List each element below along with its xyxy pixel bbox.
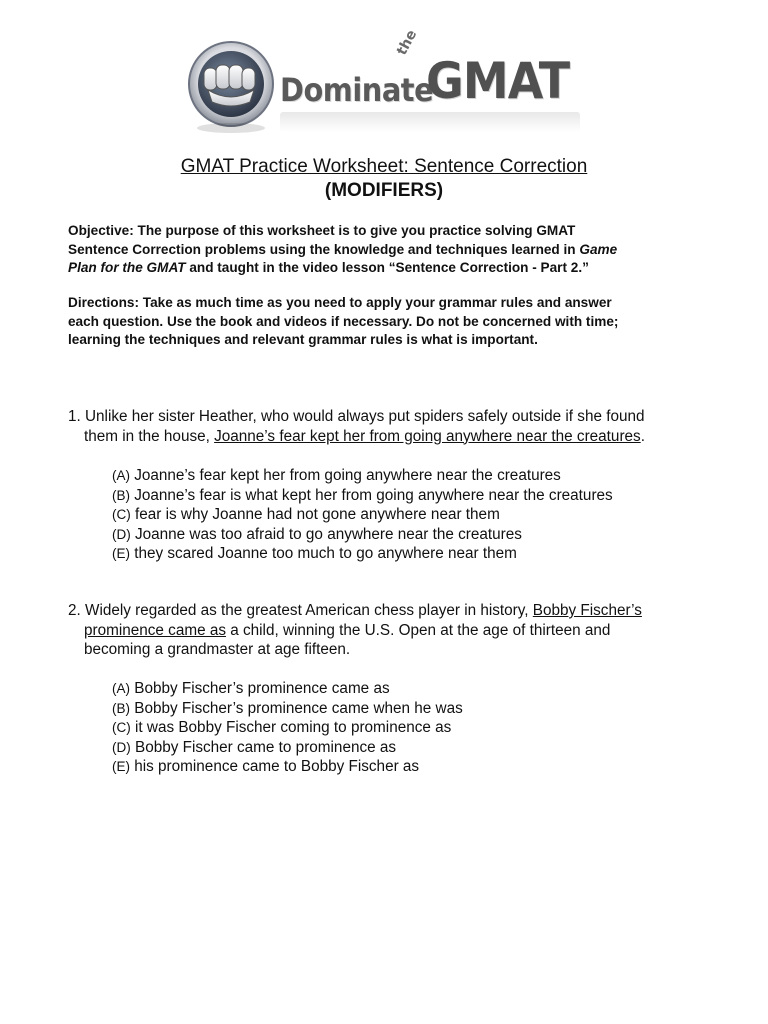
answer-choice[interactable] (112, 718, 463, 738)
answer-choice[interactable] (112, 486, 613, 506)
question-1 (68, 407, 718, 446)
question-2-underlined-portion-2: prominence came as (84, 621, 226, 639)
question-2-stem-line-3-text: becoming a grandmaster at age fifteen. (84, 641, 351, 658)
question-1-stem-line-2 (68, 427, 718, 447)
choice-letter: (C) (112, 507, 131, 522)
objective-label: Objective: (68, 223, 134, 238)
question-1-stem-post: . (640, 427, 645, 445)
choice-text: it was Bobby Fischer coming to prominence as (130, 719, 452, 736)
question-2 (68, 601, 718, 660)
choice-text: they scared Joanne too much to go anywhere near them (130, 545, 517, 562)
directions-line-3: learning the techniques and relevant grammar rules is what is important. (68, 332, 538, 347)
question-1-stem-line-1: 1. Unlike her sister Heather, who would always put spiders safely outside if she found (68, 408, 645, 425)
question-2-stem-pre: 2. Widely regarded as the greatest American chess player in history, (68, 602, 533, 619)
choice-text: Joanne was too afraid to go anywhere near the creatures (130, 525, 522, 543)
answer-choice[interactable] (112, 738, 463, 758)
objective-book-title-1: Game (579, 241, 618, 257)
question-2-stem-line-2 (68, 621, 718, 641)
choice-letter: (D) (112, 526, 131, 542)
directions-paragraph (68, 294, 708, 350)
dominate-the-gmat-logo (186, 27, 586, 134)
brand-word: Dominate (280, 71, 434, 109)
question-2-stem-line-3 (68, 640, 718, 660)
choice-letter: (E) (112, 546, 130, 561)
directions-line-2: each question. Use the book and videos if necessary. Do not be concerned with time; (68, 313, 619, 329)
choice-text: fear is why Joanne had not gone anywhere near them (130, 506, 500, 523)
brand-gmat-word: GMAT (426, 52, 570, 110)
choice-text: Joanne’s fear kept her from going anywhere near the creatures (130, 467, 561, 484)
choice-letter: (D) (112, 739, 131, 755)
question-2-stem-post: a child, winning the U.S. Open at the age of thirteen and (226, 621, 611, 639)
answer-choice[interactable] (112, 757, 463, 777)
worksheet-title (0, 155, 768, 203)
brand-small-word: the (393, 27, 421, 58)
answer-choice[interactable] (112, 525, 613, 545)
answer-choice[interactable] (112, 699, 463, 719)
choice-letter: (A) (112, 468, 130, 483)
choice-text: Bobby Fischer came to prominence as (130, 738, 397, 756)
objective-text-1: The purpose of this worksheet is to give you practice solving GMAT (133, 223, 576, 238)
choice-text: his prominence came to Bobby Fischer as (130, 758, 420, 775)
directions-line-1: Directions: Take as much time as you need to apply your grammar rules and answer (68, 295, 612, 310)
answer-choice[interactable] (112, 679, 463, 699)
choice-text: Joanne’s fear is what kept her from going anywhere near the creatures (130, 486, 613, 504)
choice-letter: (C) (112, 720, 131, 735)
answer-choice[interactable] (112, 544, 613, 564)
choice-letter: (A) (112, 681, 130, 696)
answer-choice[interactable] (112, 505, 613, 525)
choice-text: Bobby Fischer’s prominence came as (130, 680, 390, 697)
question-2-stem-line-1 (68, 601, 718, 621)
objective-book-title-2: Plan for the GMAT (68, 260, 186, 275)
objective-text-2: Sentence Correction problems using the knowledge and techniques learned in (68, 241, 580, 257)
choice-letter: (E) (112, 759, 130, 774)
answer-choice[interactable] (112, 466, 613, 486)
question-1-underlined-portion: Joanne’s fear kept her from going anywhere near the creatures (214, 427, 641, 445)
question-2-underlined-portion-1: Bobby Fischer’s (532, 602, 642, 619)
title-line-1: GMAT Practice Worksheet: Sentence Correction (180, 156, 588, 177)
choice-letter: (B) (112, 487, 130, 503)
question-2-choices (112, 679, 463, 777)
objective-paragraph (68, 222, 708, 278)
choice-text: Bobby Fischer’s prominence came when he was (130, 699, 463, 717)
objective-text-3: and taught in the video lesson “Sentence Correction - Part 2.” (185, 260, 589, 275)
logo-reflection (280, 112, 580, 132)
title-line-2: (MODIFIERS) (324, 180, 444, 201)
question-1-stem-pre: them in the house, (84, 427, 215, 445)
question-1-choices (112, 466, 613, 564)
choice-letter: (B) (112, 700, 130, 716)
